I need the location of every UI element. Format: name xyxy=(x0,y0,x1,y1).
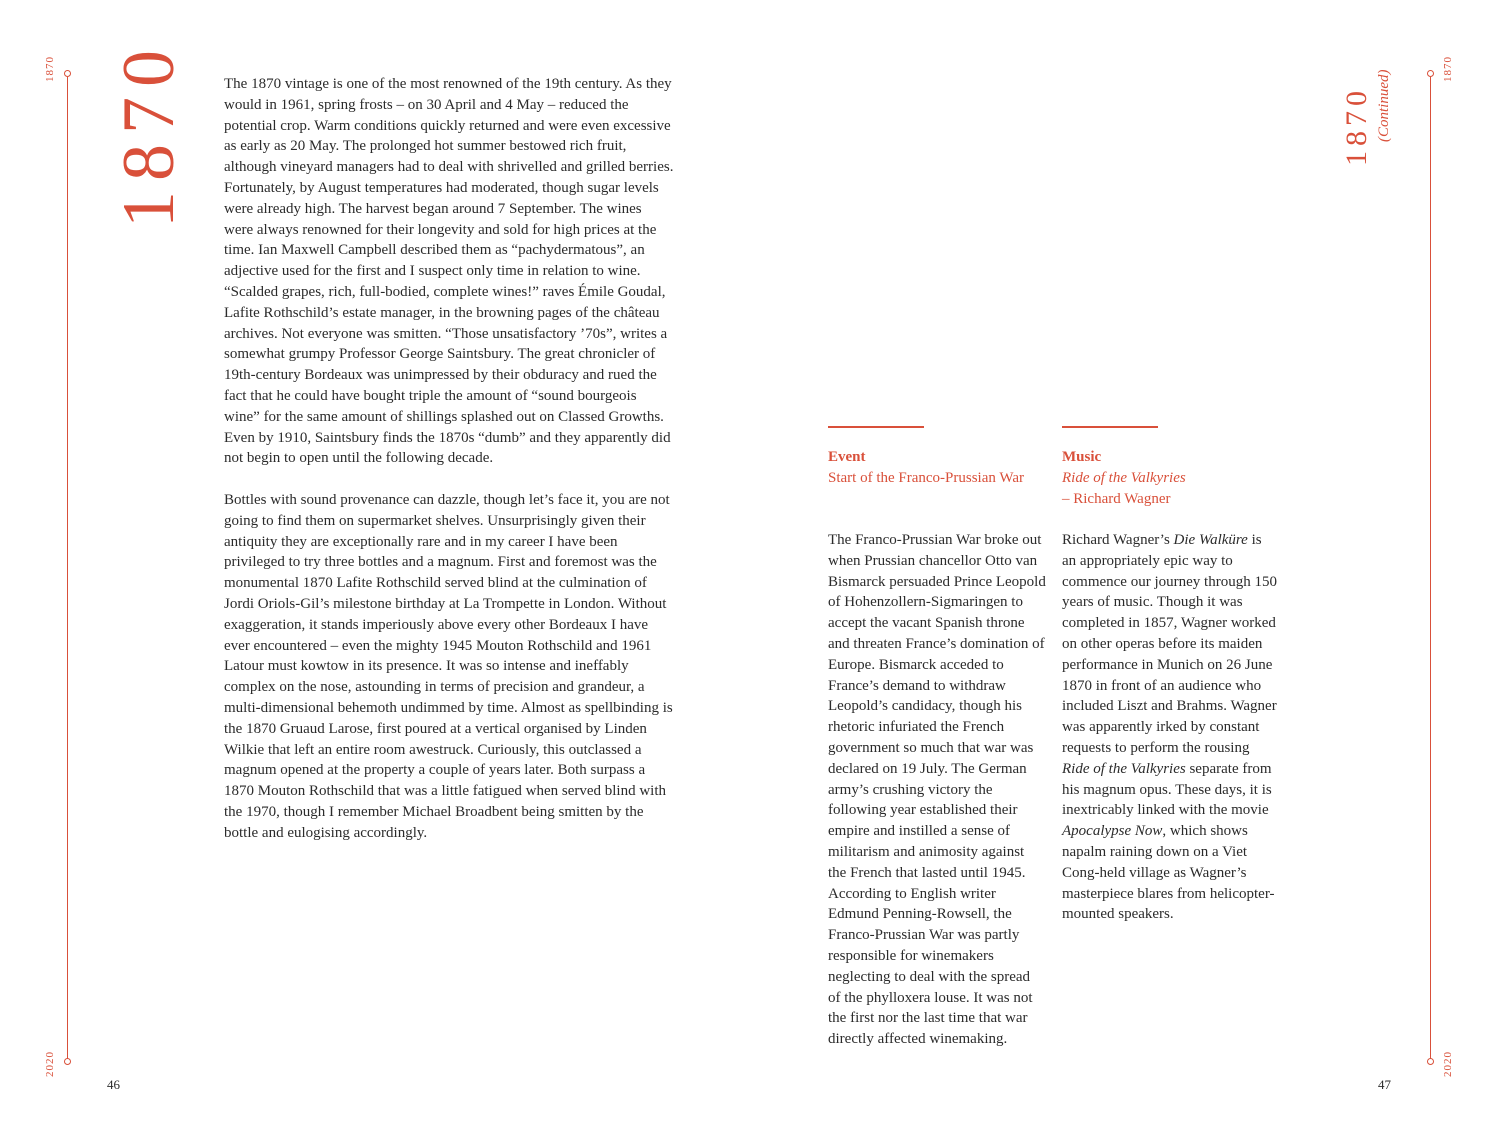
left-timeline-end-dot xyxy=(64,1058,71,1065)
left-page-number: 46 xyxy=(107,1077,120,1092)
music-category: Music xyxy=(1062,449,1102,465)
left-timeline-start-dot xyxy=(64,70,71,77)
event-rule xyxy=(828,426,924,428)
right-timeline-start-dot xyxy=(1427,70,1434,77)
event-body-text: The Franco-Prussian War broke out when Prussian chancellor Otto van Bismarck persuaded Prince Leopold of Hohenzollern-Sigmaringen to accept the vacant Spanish throne and threaten France’s domination of Europe. Bismarck acceded to France’s demand to withdraw Leopold’s candidacy, though his rhetoric infuriated the French government so much that war was declared on 19 July. The German army’s crushing victory the following year established their empire and instilled a sense of militarism and animosity against the French that lasted until 1945. According to English writer Edmund Penning-Rowsell, the Franco-Prussian War was partly responsible for winemakers neglecting to deal with the spread of the phylloxera louse. It was not the first nor the last time that war directly affected winemaking. xyxy=(828,532,1046,1048)
music-composer: – Richard Wagner xyxy=(1062,490,1171,507)
music-body-part-5: separate from his magnum opus. These days, it is inextricably linked with the movie xyxy=(1062,760,1272,819)
music-body xyxy=(1062,530,1278,925)
music-body-part-2: Die Walküre xyxy=(1173,532,1248,548)
big-year-heading: 1870 xyxy=(108,40,190,228)
music-body-part-1: Richard Wagner’s xyxy=(1062,532,1174,548)
right-side-continued: (Continued) xyxy=(1376,69,1392,142)
left-body-text xyxy=(224,74,674,864)
right-timeline-line xyxy=(1430,77,1431,1060)
event-title: Start of the Franco-Prussian War xyxy=(828,469,1024,486)
right-timeline-top-label: 1870 xyxy=(1442,56,1454,82)
right-timeline-bottom-label: 2020 xyxy=(1442,1051,1454,1077)
music-body-part-3: is an appropriately epic way to commence our journey through 150 years of music. Though it was completed in 1857, Wagner worked on other operas before its maiden performance in Munich on 26 June 1870 in front of an audience who included Liszt and Brahms. Wagner was apparently irked by constant requests to perform the rousing xyxy=(1062,532,1277,756)
music-title-italic: Ride of the Valkyries xyxy=(1062,469,1186,486)
music-body-text xyxy=(1062,530,1278,925)
left-paragraph-1: The 1870 vintage is one of the most renowned of the 19th century. As they would in 1961, spring frosts – on 30 April and 4 May – reduced the potential crop. Warm conditions quickly returned and were even excessive as early as 20 May. The prolonged hot summer bestowed rich fruit, although vineyard managers had to deal with shrivelled and grilled berries. Fortunately, by August temperatures had moderated, though sugar levels were already high. The harvest began around 7 September. The wines were always renowned for their longevity and sold for high prices at the time. Ian Maxwell Campbell described them as “pachydermatous”, an adjective used for the first and I suspect only time in relation to wine. “Scalded grapes, rich, full-bodied, complete wines!” raves Émile Goudal, Lafite Rothschild’s estate manager, in the browning pages of the château archives. Not everyone was smitten. “Those unsatisfactory ’70s”, writes a somewhat grumpy Professor George Saintsbury. The great chronicler of 19th-century Bordeaux was unimpressed by their obduracy and rued the fact that he could have bought triple the amount of “sound bourgeois wine” for the same amount of shillings splashed out on Classed Growths. Even by 1910, Saintsbury finds the 1870s “dumb” and they apparently did not begin to open until the following decade. xyxy=(224,76,674,467)
right-side-year: 1870 xyxy=(1340,86,1373,166)
music-body-part-4: Ride of the Valkyries xyxy=(1062,760,1186,777)
music-body-part-7: , which shows napalm raining down on a Viet Cong-held village as Wagner’s masterpiece blares from helicopter-mounted speakers. xyxy=(1062,823,1275,923)
left-timeline-top-label: 1870 xyxy=(44,56,56,82)
event-body xyxy=(828,530,1046,1050)
event-category: Event xyxy=(828,449,866,465)
right-timeline-end-dot xyxy=(1427,1058,1434,1065)
left-timeline-line xyxy=(67,77,68,1060)
event-heading xyxy=(828,447,1048,489)
music-heading xyxy=(1062,447,1282,509)
left-timeline-bottom-label: 2020 xyxy=(44,1051,56,1077)
left-paragraph-2: Bottles with sound provenance can dazzle, though let’s face it, you are not going to find them on supermarket shelves. Unsurprisingly given their antiquity they are exceptionally rare and in my career I have been privileged to try three bottles and a magnum. First and foremost was the monumental 1870 Lafite Rothschild served blind at the culmination of Jordi Oriols-Gil’s milestone birthday at La Trompette in London. Without exaggeration, it stands imperiously above every other Bordeaux I have ever encountered – even the mighty 1945 Mouton Rothschild and 1961 Latour must kowtow in its presence. It was so intense and ineffably complex on the nose, astounding in terms of precision and grandeur, a multi-dimensional behemoth undimmed by time. Almost as spellbinding is the 1870 Gruaud Larose, first poured at a vertical organised by Linden Wilkie that left an entire room awestruck. Curiously, this outclassed a magnum opened at the property a couple of years later. Both surpass a 1870 Mouton Rothschild that was a little fatigued when served blind with the 1970, though I remember Michael Broadbent being smitten by the bottle and eulogising accordingly. xyxy=(224,491,673,841)
music-body-part-6: Apocalypse Now xyxy=(1062,823,1163,840)
music-title xyxy=(1062,468,1282,489)
music-rule xyxy=(1062,426,1158,428)
right-page-number: 47 xyxy=(1378,1077,1391,1092)
